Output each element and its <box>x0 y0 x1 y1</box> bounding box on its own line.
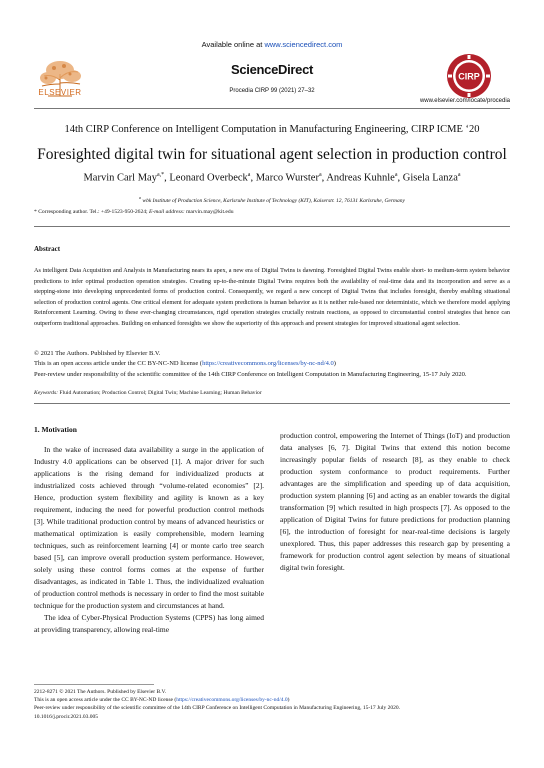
affiliation: $^a$ wbk Institute of Production Science, Karlsruhe Institute of Technology (KIT), Kaiserstr. 12, 76131 Karlsruhe, Germany <box>139 195 405 204</box>
journal-url[interactable]: www.elsevier.com/locate/procedia <box>419 98 510 104</box>
footer-peer-review: Peer-review under responsibility of the scientific committee of the 14th CIRP Conference on Intelligent Computation in Manufacturing Engineering, 15-17 July 2020. <box>34 705 400 712</box>
abstract-heading: Abstract <box>34 245 61 253</box>
author-name: Gisela Lanza <box>402 172 458 184</box>
abstract-text: As intelligent Data Acquisition and Analysis in Manufacturing nears its apex, a new era of Digital Twins is dawning. Foresighted Digital Twins enable short- to medium-term system behavior predictions to infer optimal production operation strategies. Creating up-to-the-minute Digital Twins requires both the availability of real-time data and its incorporation and serve as a stepping-stone into developing unprecedented forms of production control. Consequently, we regard a new concept of Digital Twins that includes foresight, thereby enabling situational selection of production control agents. One critical element for adequate system predictions is human behavior as it is neither rule-based nor deterministic, which we therefore model applying Reinforcement Learning. Owing to these ever-changing circumstances, rigid operation strategies crucially restrain reactions, as opposed to circumstantial control strategies that hence can outperform traditional approaches. Building on enhanced foresights we show the superiority of this approach and present strategies for improved situational agent selection. <box>34 267 510 327</box>
abstract-bottom-divider <box>34 403 510 404</box>
abstract-top-divider <box>34 226 510 227</box>
author-affiliation-mark: a <box>247 172 251 178</box>
peer-review-line: Peer-review under responsibility of the scientific committee of the 14th CIRP Conference on Intelligent Computation in Manufacturing Engineering, 15-17 July 2020. <box>34 371 467 378</box>
footer-doi[interactable]: 10.1016/j.procir.2021.03.005 <box>34 713 99 720</box>
author-email[interactable]: marvin.may@kit.edu <box>184 209 234 215</box>
author-name: Leonard Overbeck <box>169 172 248 184</box>
available-online: Available online at www.sciencedirect.com <box>201 40 343 49</box>
sciencedirect-logo: ScienceDirect <box>230 62 314 77</box>
license-line: This is an open access article under the CC BY-NC-ND license (https://creativecommons.org/licenses/by-nc-nd/4.0) <box>34 360 336 367</box>
footnote-divider <box>34 684 154 685</box>
license-link[interactable]: https://creativecommons.org/licenses/by-nc-nd/4.0 <box>202 360 334 367</box>
sciencedirect-link[interactable]: www.sciencedirect.com <box>264 40 343 49</box>
footer-license: This is an open access article under the CC BY-NC-ND license (https://creativecommons.org/licenses/by-nc-nd/4.0) <box>34 697 290 704</box>
author-name: Marco Wurster <box>255 172 319 184</box>
author-name: Marvin Carl May <box>83 172 157 184</box>
keywords: Keywords: Fluid Automation; Production Control; Digital Twin; Machine Learning; Human Behavior <box>34 390 262 396</box>
body-paragraph: production control, empowering the Internet of Things (IoT) and production data analyses [6, 7]. Digital Twins that extend this notion become increasingly popular fields of research [8], as they enable to check production system conformance to product requirements. Further advantages are the simplification and speeding up of data acquisition, production system planning [6] and acting as an enabler towards the digital transformation [9] which resulted in high prospects [7]. As opposed to the application of Digital Twins for future predictions for production planning [6], the introduction of foresight for near-real-time decisions is largely unexplored. Thus, this paper addresses this research gap by presenting a framework for production control agent selection by means of situational digital twin foresight. <box>280 431 510 572</box>
body-column-left <box>34 425 264 636</box>
footer-license-link[interactable]: https://creativecommons.org/licenses/by-nc-nd/4.0 <box>176 697 288 704</box>
conference-name: 14th CIRP Conference on Intelligent Computation in Manufacturing Engineering, CIRP ICME ‘20 <box>64 124 480 135</box>
author-list: Marvin Carl May$^{a,*}$, Leonard Overbeck$^a$, Marco Wurster$^a$, Andreas Kuhnle$^a$, Gisela Lanza$^a$ <box>83 172 461 184</box>
author-affiliation-mark: a <box>394 172 398 178</box>
copyright-line: © 2021 The Authors. Published by Elsevier B.V. <box>34 350 161 357</box>
footer-block <box>34 688 510 721</box>
body-paragraph: In the wake of increased data availability a surge in the application of Industry 4.0 applications can be observed [1]. A major driver for such applications is the rising demand for individualized products at industrialized costs achieved through “volume-related economies” [2]. Hence, production system flexibility and agility is known as a key requirement, inducing the need for powerful production control methods [3]. While traditional production control by means of advanced heuristics or mathematical optimization is easily comprehensible, modern learning techniques, such as reinforcement learning [4] or monte carlo tree search based [5], can improve overall production system performance. However, solely using these control forms comes at the expense of further disadvantages, as indicated in Table 1. Thus, the individualized evaluation of production control methods is necessary in order to find the most suitable technique for the production system and circumstances at hand. <box>34 445 264 610</box>
paper-title: Foresighted digital twin for situational agent selection in production control <box>37 146 507 163</box>
journal-citation: Procedia CIRP 99 (2021) 27–32 <box>229 88 315 94</box>
author-affiliation-mark: a <box>457 172 461 178</box>
elsevier-wordmark: ELSEVIER <box>38 88 82 97</box>
author-affiliation-mark: a,* <box>156 172 165 178</box>
author-name: Andreas Kuhnle <box>326 172 395 184</box>
footer-issn: 2212-8271 © 2021 The Authors. Published by Elsevier B.V. <box>34 689 167 695</box>
cirp-logo <box>446 53 492 99</box>
body-paragraph: The idea of Cyber-Physical Production Systems (CPPS) has long aimed at providing transparency, allowing real-time <box>34 613 264 634</box>
header-divider <box>34 108 510 109</box>
author-affiliation-mark: a <box>318 172 322 178</box>
cirp-logo-text: CIRP <box>458 71 480 82</box>
corresponding-author: * Corresponding author. Tel.: +49-1523-950-2624; E-mail address: marvin.may@kit.edu <box>34 209 234 215</box>
section-heading: 1. Motivation <box>34 425 77 434</box>
body-column-right <box>280 430 510 574</box>
